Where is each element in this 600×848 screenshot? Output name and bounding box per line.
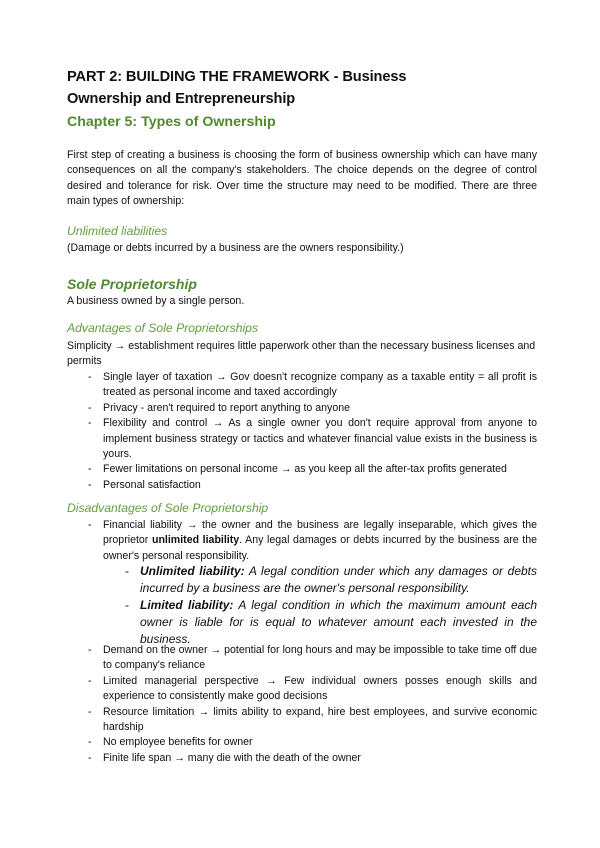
list-item: - Unlimited liability: A legal condition under which any damages or debts incurred by a business are the owner's personal responsibility. bbox=[125, 564, 538, 595]
sole-proprietorship-heading: Sole Proprietorship bbox=[67, 276, 197, 292]
dash-bullet: - bbox=[88, 644, 92, 656]
unlimited-liability-bold: unlimited liability bbox=[151, 534, 240, 547]
advantages-heading: Advantages of Sole Proprietorships bbox=[67, 321, 259, 335]
list-item: - Resource limitation → limits ability to expand, hire best employees, and survive economic hardship bbox=[88, 705, 537, 734]
list-item: - Flexibility and control → As a single owner you don't require approval from anyone to implement business strategy or tactics and whatever financial value exists in the business is yours. bbox=[88, 417, 537, 461]
disadvantages-heading: Disadvantages of Sole Proprietorship bbox=[67, 501, 269, 515]
part-title-line2: Ownership and Entrepreneurship bbox=[67, 91, 296, 107]
intro-paragraph: First step of creating a business is choosing the form of business ownership which can have many consequences on all the company's stakeholders. The choice depends on the degree of control desired and tolerance for risk. Over time the structure may need to be modified. There are three main types of ownership: bbox=[67, 149, 537, 208]
list-item: - Personal satisfaction bbox=[103, 478, 537, 493]
dash-bullet: - bbox=[125, 598, 129, 612]
list-item: - Financial liability → the owner and the business are legally inseparable, which gives the proprietor unlimited liability. Any legal damages or debts incurred by the business are the owner's personal responsibility. bbox=[88, 519, 537, 562]
list-item: - Privacy - aren't required to report anything to anyone bbox=[103, 401, 537, 416]
list-item: - No employee benefits for owner bbox=[103, 735, 537, 750]
chapter-title: Chapter 5: Types of Ownership bbox=[67, 114, 276, 130]
liability-definitions-list bbox=[125, 563, 538, 648]
disadvantages-list-top bbox=[88, 518, 537, 564]
dash-bullet: - bbox=[125, 564, 129, 578]
dash-bullet: - bbox=[88, 736, 92, 749]
list-item: - Single layer of taxation → Gov doesn't recognize company as a taxable entity = all profit is treated as personal income and taxed accordingly bbox=[88, 371, 537, 399]
dash-bullet: - bbox=[88, 463, 92, 476]
part-title-line1: PART 2: BUILDING THE FRAMEWORK - Business bbox=[67, 69, 407, 85]
list-item: - Finite life span → many die with the death of the owner bbox=[103, 751, 537, 766]
unlimited-liabilities-note: (Damage or debts incurred by a business are the owners responsibility.) bbox=[67, 242, 404, 254]
dash-bullet: - bbox=[88, 705, 92, 718]
unlimited-liability-term: Unlimited liability: bbox=[140, 564, 245, 578]
dash-bullet: - bbox=[88, 674, 92, 687]
unlimited-liabilities-heading: Unlimited liabilities bbox=[67, 224, 168, 238]
advantages-list bbox=[88, 370, 537, 493]
simplicity-paragraph: Simplicity → establishment requires little paperwork other than the necessary business licenses and permits bbox=[67, 340, 536, 368]
dash-bullet: - bbox=[88, 751, 92, 764]
sole-proprietorship-definition: A business owned by a single person. bbox=[67, 295, 245, 307]
dash-bullet: - bbox=[88, 478, 92, 491]
list-item: - Fewer limitations on personal income → as you keep all the after-tax profits generated bbox=[103, 462, 537, 477]
disadvantages-list bbox=[88, 643, 537, 766]
dash-bullet: - bbox=[88, 519, 92, 531]
list-item: - Limited liability: A legal condition in which the maximum amount each owner is liable for is equal to whatever amount each invested in the business. bbox=[125, 598, 537, 646]
dash-bullet: - bbox=[88, 417, 92, 430]
list-item: - Demand on the owner → potential for long hours and may be impossible to take time off due to company's reliance bbox=[88, 644, 537, 672]
dash-bullet: - bbox=[88, 371, 92, 383]
list-item: - Limited managerial perspective → Few individual owners posses enough skills and experience to consistently make good decisions bbox=[88, 674, 537, 703]
dash-bullet: - bbox=[88, 401, 92, 414]
limited-liability-term: Limited liability: bbox=[140, 598, 234, 612]
